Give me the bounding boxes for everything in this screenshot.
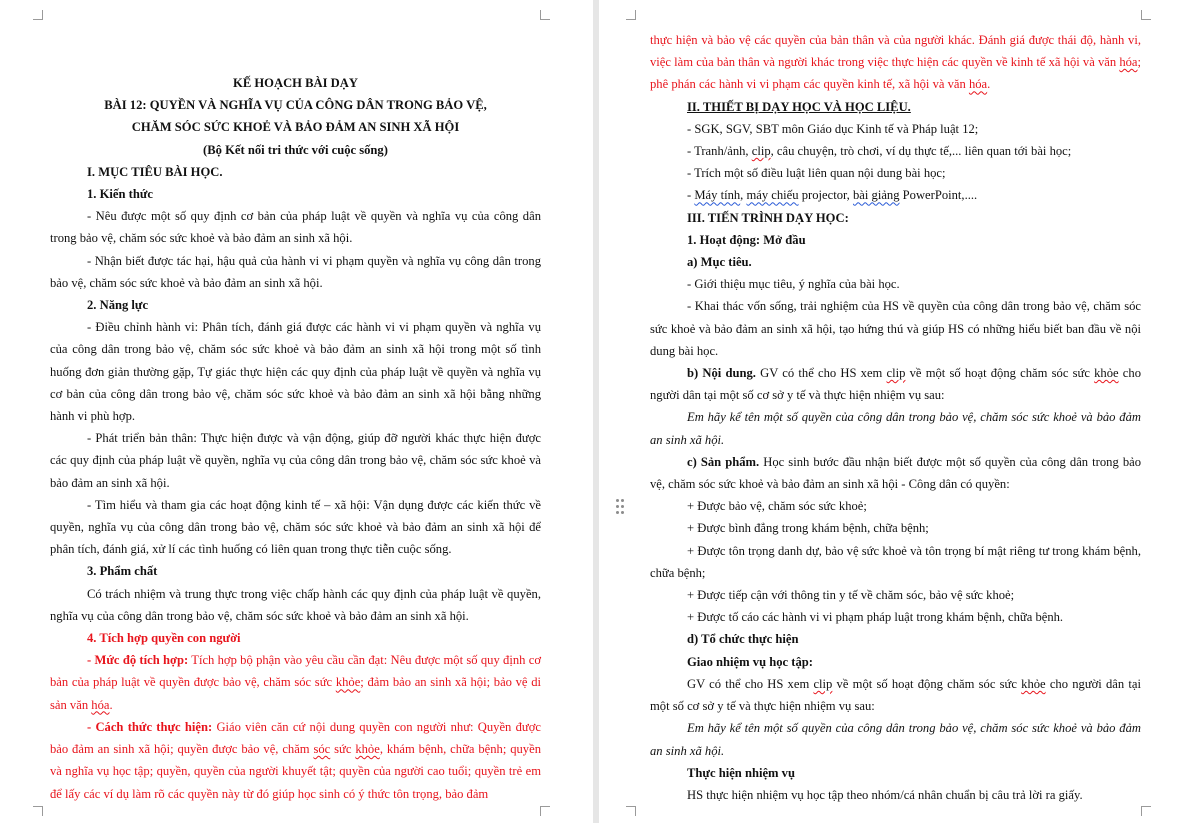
list-item-right-4: + Được tiếp cận với thông tin y tế về chăm sóc, bảo vệ sức khoẻ; bbox=[687, 588, 1015, 603]
integration-level-label: - Mức độ tích hợp: bbox=[87, 653, 189, 668]
grammar-flag[interactable]: máy chiếu bbox=[746, 188, 799, 203]
text-run: , bbox=[740, 188, 747, 203]
document-page-right[interactable] bbox=[599, 0, 1183, 823]
margin-corner-mark bbox=[1141, 10, 1151, 20]
margin-corner-mark bbox=[33, 10, 43, 20]
spelling-flag[interactable]: hóa bbox=[91, 697, 110, 712]
text-run: ; đảm bảo an sinh xã hội; bảo vệ di sản văn bbox=[50, 675, 541, 712]
heading-activity-1: 1. Hoạt động: Mở đầu bbox=[687, 232, 806, 247]
heading-goal: a) Mục tiêu. bbox=[687, 255, 752, 270]
page-left-content[interactable] bbox=[50, 72, 541, 805]
margin-corner-mark bbox=[626, 806, 636, 816]
paragraph-content bbox=[650, 362, 1141, 406]
text-run: - bbox=[687, 188, 695, 203]
spelling-flag[interactable]: hóa bbox=[1119, 55, 1138, 70]
paragraph-product bbox=[650, 451, 1141, 495]
list-item-right-3: + Được tôn trọng danh dự, bảo vệ sức khoẻ và tôn trọng bí mật riêng tư trong khám bệnh, chữa bệnh; bbox=[650, 543, 1141, 580]
grammar-flag[interactable]: bài giảng bbox=[852, 188, 900, 203]
heading-equipment: II. THIẾT BỊ DẠY HỌC VÀ HỌC LIỆU. bbox=[687, 99, 911, 114]
text-run: cho người dân tại một số cơ sở y tế và thực hiện nhiệm vụ sau: bbox=[650, 676, 1141, 714]
margin-corner-mark bbox=[626, 10, 636, 20]
text-run: GV có thể cho HS xem bbox=[755, 366, 887, 381]
text-run: GV có thể cho HS xem bbox=[687, 676, 814, 691]
heading-perform-task: Thực hiện nhiệm vụ bbox=[687, 765, 795, 780]
paragraph-integration-level bbox=[50, 649, 541, 716]
text-run: Học sinh bước đầu nhận biết được một số quyền của công dân trong bảo vệ, chăm sóc sức khoẻ và bảo đảm an sinh xã hội - Công dân có quyền: bbox=[650, 454, 1141, 492]
list-item-textbooks: - SGK, SGV, SBT môn Giáo dục Kinh tế và Pháp luật 12; bbox=[687, 121, 979, 136]
text-run: về một số hoạt động chăm sóc sức bbox=[832, 676, 1022, 691]
list-item-right-1: + Được bảo vệ, chăm sóc sức khoẻ; bbox=[687, 499, 867, 514]
implementation-label: - Cách thức thực hiện: bbox=[87, 719, 213, 734]
paragraph-perform-task: HS thực hiện nhiệm vụ học tập theo nhóm/cá nhân chuẩn bị câu trả lời ra giấy. bbox=[687, 787, 1083, 802]
drag-handle-icon[interactable] bbox=[616, 499, 626, 515]
paragraph-goal-1: - Giới thiệu mục tiêu, ý nghĩa của bài học. bbox=[687, 277, 900, 292]
text-run: PowerPoint,.... bbox=[899, 188, 978, 203]
heading-human-rights: 4. Tích hợp quyền con người bbox=[87, 631, 241, 646]
margin-corner-mark bbox=[540, 10, 550, 20]
list-item-legal-excerpts: - Trích một số điều luật liên quan nội dung bài học; bbox=[687, 166, 946, 181]
spelling-flag[interactable]: sóc bbox=[313, 742, 331, 757]
heading-teaching-process: III. TIẾN TRÌNH DẠY HỌC: bbox=[687, 210, 849, 225]
list-item-devices bbox=[650, 184, 1141, 206]
paragraph-assign-task bbox=[650, 673, 1141, 717]
book-series-subtitle: (Bộ Kết nối tri thức với cuộc sống) bbox=[203, 142, 388, 157]
list-item-right-5: + Được tố cáo các hành vi vi phạm pháp luật trong khám bệnh, chữa bệnh. bbox=[687, 610, 1064, 625]
paragraph-implementation bbox=[50, 716, 541, 805]
spelling-flag[interactable]: clip bbox=[886, 366, 906, 381]
list-item-media bbox=[650, 140, 1141, 162]
margin-corner-mark bbox=[33, 806, 43, 816]
heading-qualities: 3. Phẩm chất bbox=[87, 564, 158, 579]
content-label: b) Nội dung. bbox=[687, 366, 756, 381]
text-run: , câu chuyện, trò chơi, ví dụ thực tế,... liên quan tới bài học; bbox=[770, 144, 1072, 159]
list-item-right-2: + Được bình đẳng trong khám bệnh, chữa bệnh; bbox=[687, 521, 929, 536]
heading-assign-task: Giao nhiệm vụ học tập: bbox=[687, 654, 813, 669]
text-run: sức bbox=[330, 742, 356, 757]
paragraph-goal-2: - Khai thác vốn sống, trải nghiệm của HS về quyền của công dân trong bảo vệ, chăm sóc sức khoẻ và bảo đảm an sinh xã hội, tạo hứng thú và giúp HS có những hiểu biết ban đầu về nội dung bài học. bbox=[650, 299, 1141, 358]
text-run: cho người dân tại một số cơ sở y tế và thực hiện nhiệm vụ sau: bbox=[650, 366, 1141, 403]
paragraph-behavior-adjustment: - Điều chỉnh hành vi: Phân tích, đánh giá được các hành vi vi phạm quyền và nghĩa vụ của công dân trong bảo vệ, chăm sóc sức khoẻ và bảo đảm an sinh xã hội trong một số tình huống đơn giản thường gặp, Tự giác thực hiện các quy định của pháp luật về quyền và nghĩa vụ cơ bản của công dân trong bảo vệ, chăm sóc sức khoẻ và bảo đảm an sinh xã hội bằng những hành vi phù hợp. bbox=[50, 320, 541, 424]
lesson-title-line-2: CHĂM SÓC SỨC KHOẺ VÀ BẢO ĐẢM AN SINH XÃ HỘI bbox=[131, 120, 460, 135]
spelling-flag[interactable]: clip bbox=[813, 676, 833, 691]
task-prompt-italic-2: Em hãy kể tên một số quyền của công dân trong bảo vệ, chăm sóc sức khoẻ và bảo đảm an sinh xã hội. bbox=[650, 721, 1141, 758]
paragraph-knowledge-2: - Nhận biết được tác hại, hậu quả của hành vi vi phạm quyền và nghĩa vụ công dân trong bảo vệ, chăm sóc sức khoẻ và bảo đảm an sinh xã hội. bbox=[50, 253, 541, 290]
product-label: c) Sản phẩm. bbox=[687, 454, 760, 469]
heading-competence: 2. Năng lực bbox=[87, 298, 149, 313]
paragraph-self-development: - Phát triển bản thân: Thực hiện được và vận động, giúp đỡ người khác thực hiện được các quy định của pháp luật về quyền, nghĩa vụ của công dân trong bảo vệ, chăm sóc sức khoẻ và bảo đảm an sinh xã hội. bbox=[50, 431, 541, 490]
text-run: , khám bệnh, chữa bệnh; quyền và nghĩa vụ học tập; quyền, quyền của người khuyết tật; quyền của người cao tuổi; quyền trẻ em để lấy các ví dụ làm rõ các quyền này từ đó giúp học sinh có ý thức tôn trọng, bảo đảm bbox=[50, 742, 541, 801]
text-run: ; phê phán các hành vi vi phạm các quyền kinh tế, xã hội và văn bbox=[650, 55, 1141, 92]
text-run: thực hiện và bảo vệ các quyền của bản thân và của người khác. Đánh giá được thái độ, hành vi, việc làm của bản thân và người khác trong việc thực hiện các quyền về kinh tế xã hội và văn bbox=[650, 33, 1141, 70]
heading-organization: d) Tổ chức thực hiện bbox=[687, 632, 799, 647]
paragraph-qualities: Có trách nhiệm và trung thực trong việc chấp hành các quy định của pháp luật về quyền, nghĩa vụ của công dân trong bảo vệ, chăm sóc sức khoẻ và bảo đảm an sinh xã hội. bbox=[50, 586, 541, 623]
lesson-plan-title: KẾ HOẠCH BÀI DẠY bbox=[233, 76, 358, 90]
text-run: . bbox=[987, 77, 991, 92]
spelling-flag[interactable]: khỏe bbox=[1094, 366, 1119, 381]
grammar-flag[interactable]: Máy tính bbox=[694, 188, 741, 203]
spelling-flag[interactable]: khỏe bbox=[355, 742, 380, 757]
paragraph-knowledge-1: - Nêu được một số quy định cơ bản của pháp luật về quyền và nghĩa vụ của công dân trong bảo vệ, chăm sóc sức khoẻ và bảo đảm an sinh xã hội. bbox=[50, 209, 541, 246]
paragraph-socioeconomic: - Tìm hiểu và tham gia các hoạt động kinh tế – xã hội: Vận dụng được các kiến thức về quyền, nghĩa vụ của công dân trong bảo vệ, chăm sóc sức khoẻ và bảo đảm an sinh xã hội để phân tích, đánh giá, xử lí các tình huống có liên quan trong thực tiễn cuộc sống. bbox=[50, 497, 541, 557]
page-right-content[interactable] bbox=[650, 29, 1141, 806]
text-run: Tích hợp bộ phận vào yêu cầu cần đạt: Nêu được một số quy định cơ bản của pháp luật về quyền được bảo vệ, chăm sóc sức bbox=[50, 653, 541, 690]
margin-corner-mark bbox=[1141, 806, 1151, 816]
spelling-flag[interactable]: khỏe bbox=[335, 675, 361, 690]
heading-objectives: I. MỤC TIÊU BÀI HỌC. bbox=[87, 164, 223, 179]
paragraph-rights-continued bbox=[650, 29, 1141, 96]
heading-knowledge: 1. Kiến thức bbox=[87, 187, 153, 202]
text-run: projector, bbox=[798, 188, 853, 203]
spelling-flag[interactable]: hóa bbox=[968, 77, 988, 92]
lesson-title-line-1: BÀI 12: QUYỀN VÀ NGHĨA VỤ CỦA CÔNG DÂN TRONG BẢO VỆ, bbox=[104, 98, 487, 113]
spelling-flag[interactable]: clip bbox=[751, 144, 771, 159]
text-run: - Tranh/ảnh, bbox=[687, 144, 752, 159]
text-run: . bbox=[109, 697, 113, 712]
text-run: Giáo viên căn cứ nội dung quyền con người như: Quyền được bảo đảm an sinh xã hội; quyền được bảo vệ, chăm bbox=[50, 719, 541, 757]
margin-corner-mark bbox=[540, 806, 550, 816]
spelling-flag[interactable]: khỏe bbox=[1021, 676, 1046, 691]
text-run: về một số hoạt động chăm sóc sức bbox=[905, 366, 1095, 381]
task-prompt-italic: Em hãy kể tên một số quyền của công dân trong bảo vệ, chăm sóc sức khoẻ và bảo đảm an sinh xã hội. bbox=[650, 410, 1141, 447]
